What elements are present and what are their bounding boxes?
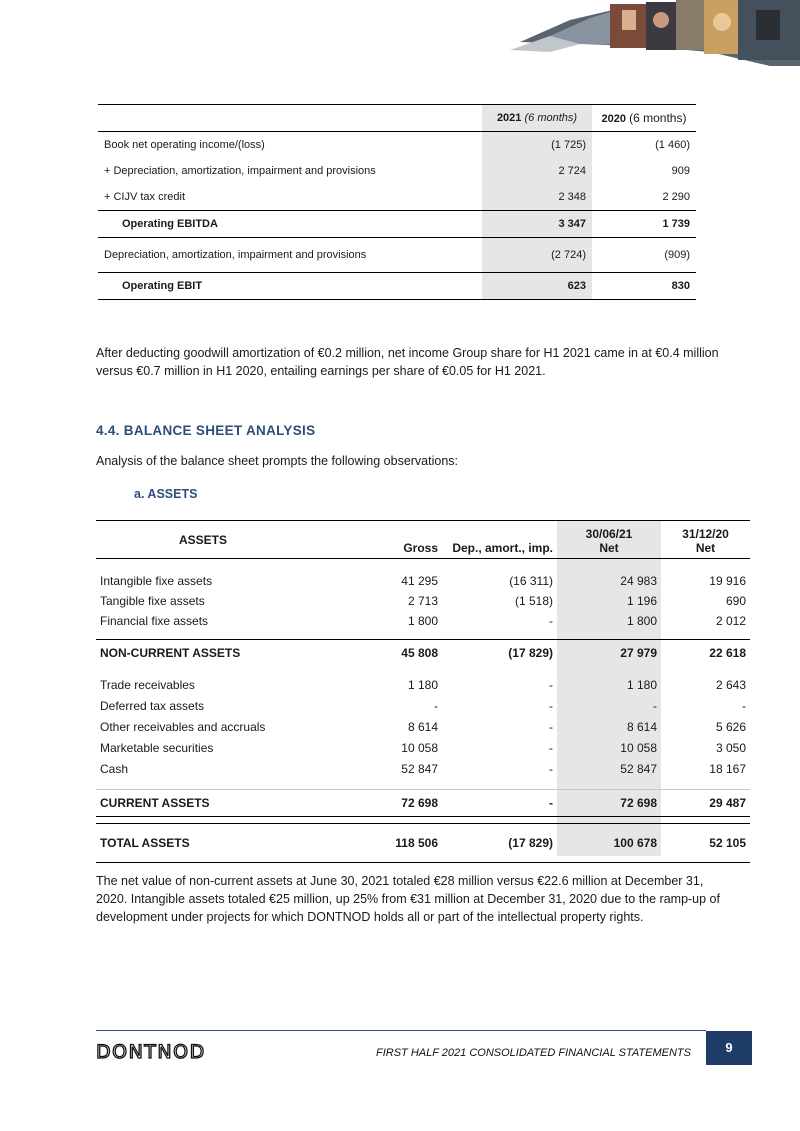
- value-2020: 2 290: [662, 191, 690, 203]
- value-2020: 830: [592, 273, 696, 300]
- table-row: [96, 591, 750, 611]
- non-current-assets-row: [96, 640, 750, 667]
- net-2020-value: 22 618: [661, 640, 750, 667]
- value-2021: 3 347: [482, 211, 592, 238]
- row-label: TOTAL ASSETS: [96, 824, 346, 863]
- table-row: [96, 737, 750, 758]
- row-label: NON-CURRENT ASSETS: [96, 640, 346, 667]
- footer-title: FIRST HALF 2021 CONSOLIDATED FINANCIAL STATEMENTS: [376, 1047, 691, 1059]
- value-2021: (2 724): [482, 238, 592, 273]
- net-2021-value: 52 847: [620, 761, 657, 776]
- header-assets: ASSETS: [96, 521, 346, 559]
- net-2021-value: 1 180: [626, 677, 657, 692]
- header-banner-image: [510, 0, 800, 66]
- row-label: Marketable securities: [100, 740, 214, 755]
- operating-ebitda-row: [98, 211, 696, 238]
- net-2020-value: 18 167: [709, 761, 746, 776]
- header-net-2021: [557, 521, 661, 559]
- net-2021-value: 100 678: [557, 824, 661, 863]
- header-date: 31/12/20: [682, 527, 729, 541]
- table-row: [96, 716, 750, 737]
- row-label: Depreciation, amortization, impairment and provisions: [104, 249, 367, 261]
- gross-value: 2 713: [407, 594, 438, 608]
- header-dep: Dep., amort., imp.: [442, 521, 557, 559]
- dep-value: -: [549, 677, 553, 692]
- gross-value: 45 808: [346, 640, 442, 667]
- ebitda-table: [98, 104, 696, 300]
- header-gross: Gross: [346, 521, 442, 559]
- net-2020-value: 3 050: [715, 740, 746, 755]
- table-row: [96, 758, 750, 779]
- net-2020-value: 29 487: [661, 790, 750, 817]
- spacer-row: [96, 779, 750, 790]
- row-label: Financial fixe assets: [100, 614, 209, 628]
- net-2020-value: 19 916: [709, 574, 746, 588]
- svg-text:DONTNOD: DONTNOD: [96, 1041, 206, 1061]
- header-net-2020: [661, 521, 750, 559]
- assets-table: [96, 520, 750, 863]
- table-row: [98, 132, 696, 159]
- value-2020: (909): [664, 249, 690, 261]
- value-2020: (1 460): [655, 139, 690, 151]
- net-income-paragraph: After deducting goodwill amortization of €0.2 million, net income Group share for H1 2021 came in at €0.4 million versus €0.7 million in H1 2020, entailing earnings per share of €0.05 for H1 2021.: [96, 346, 719, 378]
- value-2021: 623: [482, 273, 592, 300]
- net-2020-value: -: [742, 698, 746, 713]
- dep-value: -: [549, 761, 553, 776]
- value-2020: 1 739: [592, 211, 696, 238]
- row-label: Operating EBITDA: [98, 211, 482, 238]
- dep-value: (17 829): [442, 640, 557, 667]
- dep-value: (17 829): [442, 824, 557, 863]
- dep-value: -: [549, 698, 553, 713]
- header-empty-cell: [98, 105, 482, 132]
- assets-table-container: [96, 520, 750, 856]
- dep-value: -: [442, 790, 557, 817]
- value-2021: 2 348: [482, 184, 592, 211]
- non-current-assets-paragraph: The net value of non-current assets at June 30, 2021 totaled €28 million versus €22.6 million at December 31, 2020. Intangible assets totaled €25 million, up 25% from €31 million at December 31, 2020 due to the ramp-up of development under projects for which DONTNOD holds all or part of the intellectual property rights.: [96, 874, 720, 924]
- table-row: [96, 666, 750, 695]
- row-label: CURRENT ASSETS: [96, 790, 346, 817]
- row-label: Deferred tax assets: [100, 698, 205, 713]
- row-label: Trade receivables: [100, 677, 195, 692]
- net-2020-value: 5 626: [715, 719, 746, 734]
- spacer-row: [96, 631, 750, 640]
- ebitda-table-header: [98, 105, 696, 132]
- net-2021-value: 72 698: [557, 790, 661, 817]
- table-row: [96, 559, 750, 592]
- value-2021: (1 725): [482, 132, 592, 159]
- gross-value: 72 698: [346, 790, 442, 817]
- net-2021-value: 1 196: [626, 594, 657, 608]
- current-assets-row: [96, 790, 750, 817]
- net-2021-value: 8 614: [626, 719, 657, 734]
- table-row: [98, 158, 696, 184]
- row-label: Cash: [100, 761, 129, 776]
- gross-value: 8 614: [407, 719, 438, 734]
- table-row: [96, 611, 750, 631]
- table-row: [98, 238, 696, 273]
- dep-value: (1 518): [514, 594, 553, 608]
- operating-ebit-row: [98, 273, 696, 300]
- row-label: Operating EBIT: [98, 273, 482, 300]
- gross-value: 1 180: [407, 677, 438, 692]
- spacer-row: [96, 817, 750, 824]
- dep-value: (16 311): [509, 574, 553, 588]
- page-number: 9: [706, 1031, 752, 1065]
- table-row: [96, 695, 750, 716]
- header-net: Net: [695, 541, 716, 555]
- row-label: Book net operating income/(loss): [104, 139, 265, 151]
- gross-value: 10 058: [401, 740, 438, 755]
- gross-value: 52 847: [401, 761, 438, 776]
- subsection-title: a. ASSETS: [134, 487, 198, 501]
- net-2020-value: 52 105: [661, 824, 750, 863]
- total-assets-row: [96, 824, 750, 863]
- row-label: + CIJV tax credit: [104, 191, 186, 203]
- intro-paragraph: Analysis of the balance sheet prompts the following observations:: [96, 454, 459, 468]
- net-2021-value: -: [653, 698, 657, 713]
- net-2021-value: 27 979: [557, 640, 661, 667]
- row-label: + Depreciation, amortization, impairment and provisions: [104, 165, 376, 177]
- table-row: [98, 184, 696, 211]
- dep-value: -: [549, 719, 553, 734]
- net-2021-value: 24 983: [620, 574, 657, 588]
- dep-value: -: [549, 614, 553, 628]
- row-label: Other receivables and accruals: [100, 719, 266, 734]
- net-2020-value: 2 643: [715, 677, 746, 692]
- net-2021-value: 1 800: [626, 614, 657, 628]
- col-2021-header: 2021 (6 months): [482, 105, 592, 132]
- gross-value: 118 506: [346, 824, 442, 863]
- net-2020-value: 690: [725, 594, 746, 608]
- dep-value: -: [549, 740, 553, 755]
- gross-value: 41 295: [401, 574, 438, 588]
- col-2020-header: 2020 (6 months): [592, 105, 696, 132]
- row-label: Tangible fixe assets: [100, 594, 205, 608]
- net-2021-value: 10 058: [620, 740, 657, 755]
- value-2021: 2 724: [482, 158, 592, 184]
- value-2020: 909: [671, 165, 690, 177]
- header-date: 30/06/21: [585, 527, 633, 541]
- net-2020-value: 2 012: [715, 614, 746, 628]
- gross-value: 1 800: [407, 614, 438, 628]
- dontnod-logo: [96, 1041, 236, 1061]
- assets-table-header: [96, 521, 750, 559]
- row-label: Intangible fixe assets: [100, 574, 213, 588]
- gross-value: -: [434, 698, 438, 713]
- footer-divider: [96, 1030, 706, 1031]
- section-title: 4.4. BALANCE SHEET ANALYSIS: [96, 423, 316, 438]
- header-net: Net: [599, 541, 619, 555]
